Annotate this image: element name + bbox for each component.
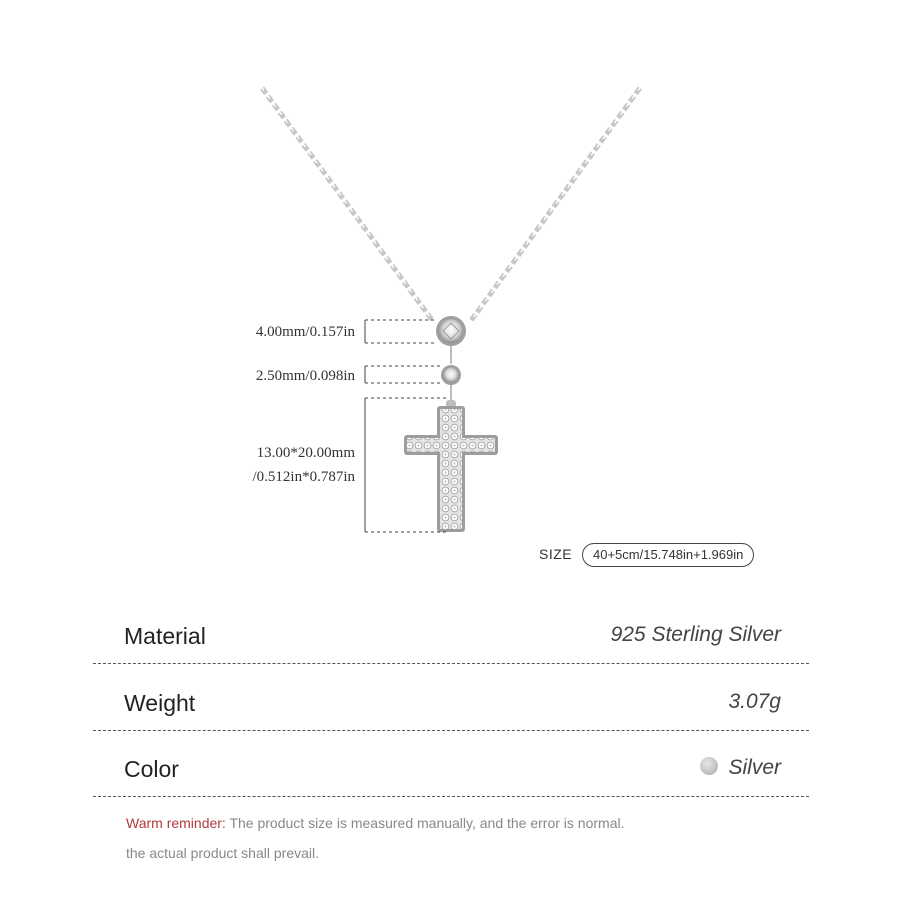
color-label: Color xyxy=(124,756,179,782)
color-swatch-icon xyxy=(700,757,718,775)
chain-right xyxy=(470,88,640,322)
color-value: Silver xyxy=(728,756,781,779)
material-label: Material xyxy=(124,623,206,649)
warm-reminder-line-1 xyxy=(126,815,625,831)
dimension-guide-bezel xyxy=(365,320,436,343)
size-label: SIZE xyxy=(539,546,573,562)
warm-reminder-prefix: Warm reminder: xyxy=(126,815,226,831)
small-stone xyxy=(441,365,461,385)
dimension-guide-cross xyxy=(365,398,446,532)
spec-row-color xyxy=(93,756,809,797)
cross-pendant xyxy=(404,400,498,532)
color-value-wrap xyxy=(700,756,781,780)
spec-row-material xyxy=(93,623,809,664)
chain-left xyxy=(262,88,432,320)
material-value: 925 Sterling Silver xyxy=(610,623,781,646)
spec-row-weight xyxy=(93,690,809,731)
size-value-pill: 40+5cm/15.748in+1.969in xyxy=(582,543,754,567)
cross-dimension-label-2: /0.512in*0.787in xyxy=(252,469,355,485)
weight-label: Weight xyxy=(124,690,196,716)
dimension-guide-small-stone xyxy=(365,366,441,383)
small-stone-dimension-label: 2.50mm/0.098in xyxy=(255,368,355,384)
warm-reminder-text: The product size is measured manually, and the error is normal. xyxy=(225,815,625,831)
cross-dimension-label-1: 13.00*20.00mm xyxy=(256,445,355,461)
weight-value: 3.07g xyxy=(728,690,781,713)
bezel-dimension-label: 4.00mm/0.157in xyxy=(255,324,355,340)
warm-reminder-line-2: the actual product shall prevail. xyxy=(126,845,319,861)
bezel-stone xyxy=(436,316,466,346)
